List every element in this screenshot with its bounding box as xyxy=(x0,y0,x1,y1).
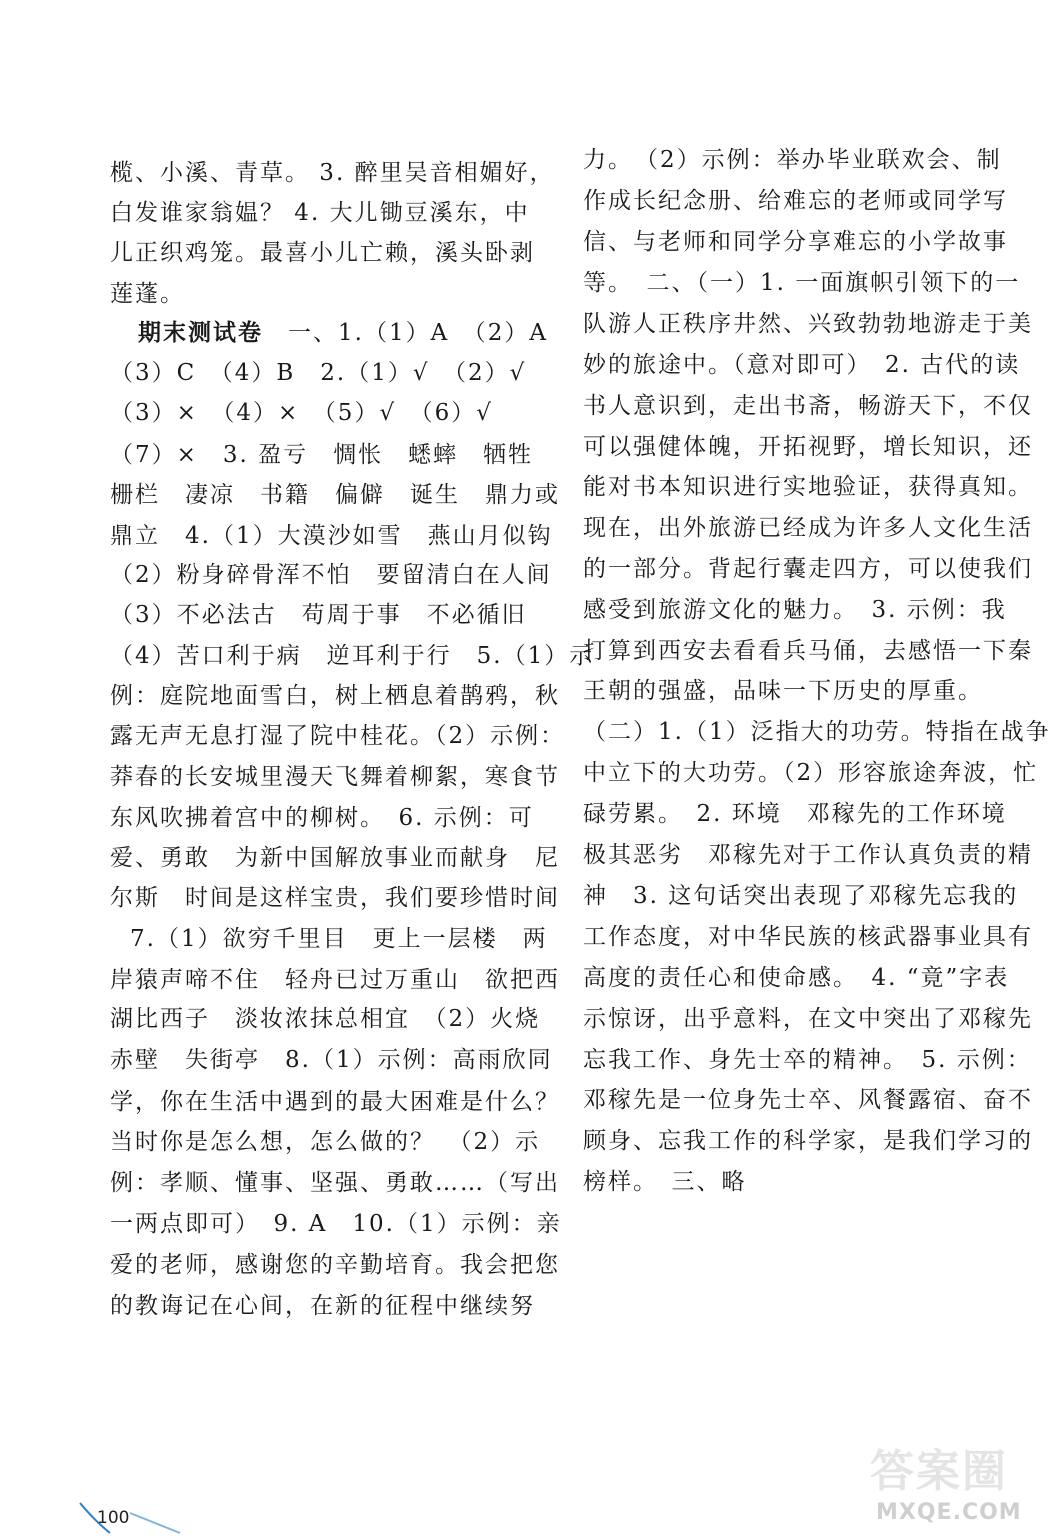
text-line: 莲蓬。 xyxy=(110,281,185,307)
text-line: 能对书本知识进行实地验证，获得真知。 xyxy=(583,474,1033,500)
text-line: 榜样。 三、略 xyxy=(583,1169,747,1195)
text-line: 栅栏 凄凉 书籍 偏僻 诞生 鼎力或 xyxy=(110,482,560,508)
text-line: 儿正织鸡笼。最喜小儿亡赖，溪头卧剥 xyxy=(110,240,535,266)
text-line: 7.（1）欲穷千里目 更上一层楼 两 xyxy=(130,926,548,952)
text-line: 等。 二、（一）1. 一面旗帜引领下的一 xyxy=(583,270,1021,296)
text-line: 工作态度，对中华民族的核武器事业具有 xyxy=(583,924,1033,950)
text-line: 顾身、忘我工作的科学家，是我们学习的 xyxy=(583,1128,1033,1154)
corner-scribble xyxy=(70,1495,190,1535)
text-line: 中立下的大功劳。（2）形容旅途奔波，忙 xyxy=(583,760,1039,786)
text-line: 爱的老师，感谢您的辛勤培育。我会把您 xyxy=(110,1252,560,1278)
text-line: 湖比西子 淡妆浓抹总相宜 （2）火烧 xyxy=(110,1006,541,1032)
text-line: 信、与老师和同学分享难忘的小学故事 xyxy=(583,229,1008,255)
text-line: 的教诲记在心间，在新的征程中继续努 xyxy=(110,1293,535,1319)
text-line: 忘我工作、身先士卒的精神。 5. 示例： xyxy=(583,1047,1032,1073)
text-line: 一两点即可） 9. A 10.（1）示例：亲 xyxy=(110,1211,562,1237)
text-line: 高度的责任心和使命感。 4. “竟”字表 xyxy=(583,965,1010,991)
text-line: 妙的旅途中。（意对即可） 2. 古代的读 xyxy=(583,352,1021,378)
text-line: 露无声无息打湿了院中桂花。（2）示例： xyxy=(110,723,566,749)
text-line: 作成长纪念册、给难忘的老师或同学写 xyxy=(583,188,1008,214)
text-line: 例：庭院地面雪白，树上栖息着鹊鸦，秋 xyxy=(110,683,560,709)
text-line: 邓稼先是一位身先士卒、风餐露宿、奋不 xyxy=(583,1087,1033,1113)
text-line: 白发谁家翁媪？ 4. 大儿锄豆溪东，中 xyxy=(110,200,530,226)
watermark-logo: 答案圈 xyxy=(870,1446,1008,1497)
text-line: 感受到旅游文化的魅力。 3. 示例：我 xyxy=(583,597,1007,623)
text-line: 爱、勇敢 为新中国解放事业而献身 尼 xyxy=(110,845,560,871)
text-line: 例：孝顺、懂事、坚强、勇敢……（写出 xyxy=(110,1170,560,1196)
text-line: 书人意识到，走出书斋，畅游天下，不仅 xyxy=(583,393,1033,419)
section-heading-line xyxy=(138,318,548,348)
text-line: 现在，出外旅游已经成为许多人文化生活 xyxy=(583,515,1033,541)
text-line: 队游人正秩序井然、兴致勃勃地游走于美 xyxy=(583,311,1033,337)
text-line: 东风吹拂着宫中的柳树。 6. 示例：可 xyxy=(110,805,534,831)
text-line: 学，你在生活中遇到的最大困难是什么？ xyxy=(110,1089,560,1115)
text-line: 榄、小溪、青草。 3. 醉里吴音相媚好， xyxy=(110,160,555,186)
section-title-rest: 一、1.（1）A （2）A xyxy=(263,320,548,346)
text-line: 极其恶劣 邓稼先对于工作认真负责的精 xyxy=(583,842,1033,868)
text-line: （3）× （4）× （5）√ （6）√ xyxy=(110,400,493,426)
text-line: （7）× 3. 盈亏 惆怅 蟋蟀 牺牲 xyxy=(110,442,534,468)
text-line: 打算到西安去看看兵马俑，去感悟一下秦 xyxy=(583,638,1033,664)
text-line: （3）C （4）B 2.（1）√ （2）√ xyxy=(110,360,527,386)
text-line: 王朝的强盛，品味一下历史的厚重。 xyxy=(583,678,983,704)
text-line: 碌劳累。 2. 环境 邓稼先的工作环境 xyxy=(583,801,1007,827)
text-line: 可以强健体魄，开拓视野，增长知识，还 xyxy=(583,434,1033,460)
text-line: （二）1.（1）泛指大的功劳。特指在战争 xyxy=(583,719,1051,745)
text-line: （4）苦口利于病 逆耳利于行 5.（1）示 xyxy=(110,643,595,669)
watermark xyxy=(870,1435,1030,1527)
text-line: 神 3. 这句话突出表现了邓稼先忘我的 xyxy=(583,883,1019,909)
text-line: 力。 （2）示例：举办毕业联欢会、制 xyxy=(583,147,1002,173)
text-line: 示惊讶，出乎意料，在文中突出了邓稼先 xyxy=(583,1006,1033,1032)
text-line: （2）粉身碎骨浑不怕 要留清白在人间 xyxy=(110,562,552,588)
text-line: 岸猿声啼不住 轻舟已过万重山 欲把西 xyxy=(110,967,560,993)
page-number: 100 xyxy=(97,1508,130,1528)
text-line: 鼎立 4.（1）大漠沙如雪 燕山月似钩 xyxy=(110,523,553,549)
watermark-url: MXQE.COM xyxy=(876,1500,1022,1525)
text-line: （3）不必法古 苟周于事 不必循旧 xyxy=(110,602,527,628)
text-line: 赤壁 失街亭 8.（1）示例：高雨欣同 xyxy=(110,1047,553,1073)
text-line: 当时你是怎么想，怎么做的？ （2）示 xyxy=(110,1129,541,1155)
text-line: 尔斯 时间是这样宝贵，我们要珍惜时间 xyxy=(110,885,560,911)
section-title: 期末测试卷 xyxy=(138,319,263,346)
text-line: 莽春的长安城里漫天飞舞着柳絮，寒食节 xyxy=(110,764,560,790)
text-line: 的一部分。背起行囊走四方，可以使我们 xyxy=(583,556,1033,582)
